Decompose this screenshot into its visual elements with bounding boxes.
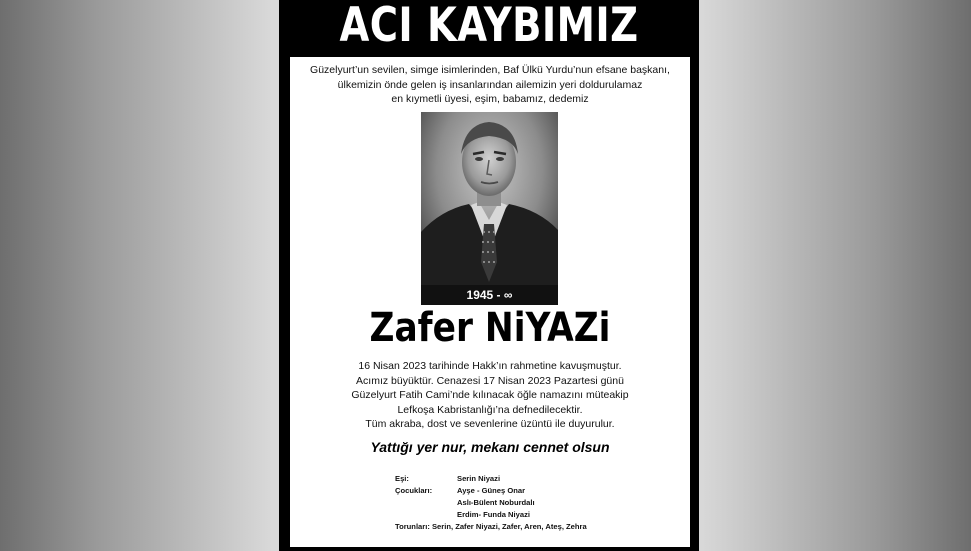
spouse-row	[395, 473, 690, 485]
portrait-illustration	[421, 112, 558, 305]
child-name: Erdim- Funda Niyazi	[457, 510, 530, 519]
years-caption: 1945 - ∞	[421, 285, 558, 305]
children-row	[395, 509, 690, 521]
announcement-line: Güzelyurt Fatih Cami’nde kılınacak öğle namazını müteakip	[351, 389, 629, 401]
children-row	[395, 497, 690, 509]
intro-line: ülkemizin önde gelen iş insanlarından ailemizin yeri doldurulamaz	[337, 78, 643, 91]
motto: Yattığı yer nur, mekanı cennet olsun	[370, 439, 610, 455]
children-row	[395, 485, 690, 497]
intro-text	[290, 63, 690, 107]
intro-line: en kıymetli üyesi, eşim, babamız, dedemiz	[391, 93, 589, 105]
obituary-notice	[279, 0, 699, 551]
announcement-line: Acımız büyüktür. Cenazesi 17 Nisan 2023 Pazartesi günü	[356, 374, 624, 387]
child-name: Aslı-Bülent Noburdalı	[457, 498, 535, 507]
intro-line: Güzelyurt’un sevilen, simge isimlerinden, Baf Ülkü Yurdu’nun efsane başkanı,	[310, 64, 670, 76]
portrait-photo	[421, 112, 558, 305]
deceased-name: Zafer NiYAZi	[369, 305, 611, 351]
notice-title: ACI KAYBIMIZ	[339, 0, 639, 53]
announcement-text	[290, 359, 690, 432]
announcement-line: 16 Nisan 2023 tarihinde Hakk’ın rahmetine kavuşmuştur.	[358, 360, 622, 372]
spouse-label: Eşi:	[395, 474, 409, 483]
announcement-line: Tüm akraba, dost ve sevenlerine üzüntü ile duyurulur.	[365, 418, 615, 430]
spouse-name: Serin Niyazi	[457, 474, 501, 483]
notice-paper	[290, 57, 690, 547]
child-name: Ayşe - Güneş Onar	[457, 486, 526, 495]
family-list	[395, 473, 690, 533]
announcement-line: Lefkoşa Kabristanlığı’na defnedilecektir.	[397, 403, 583, 416]
children-label: Çocukları:	[395, 486, 433, 495]
grandchildren-row	[395, 521, 690, 533]
grandchildren-line: Torunları: Serin, Zafer Niyazi, Zafer, Aren, Ateş, Zehra	[395, 522, 587, 531]
